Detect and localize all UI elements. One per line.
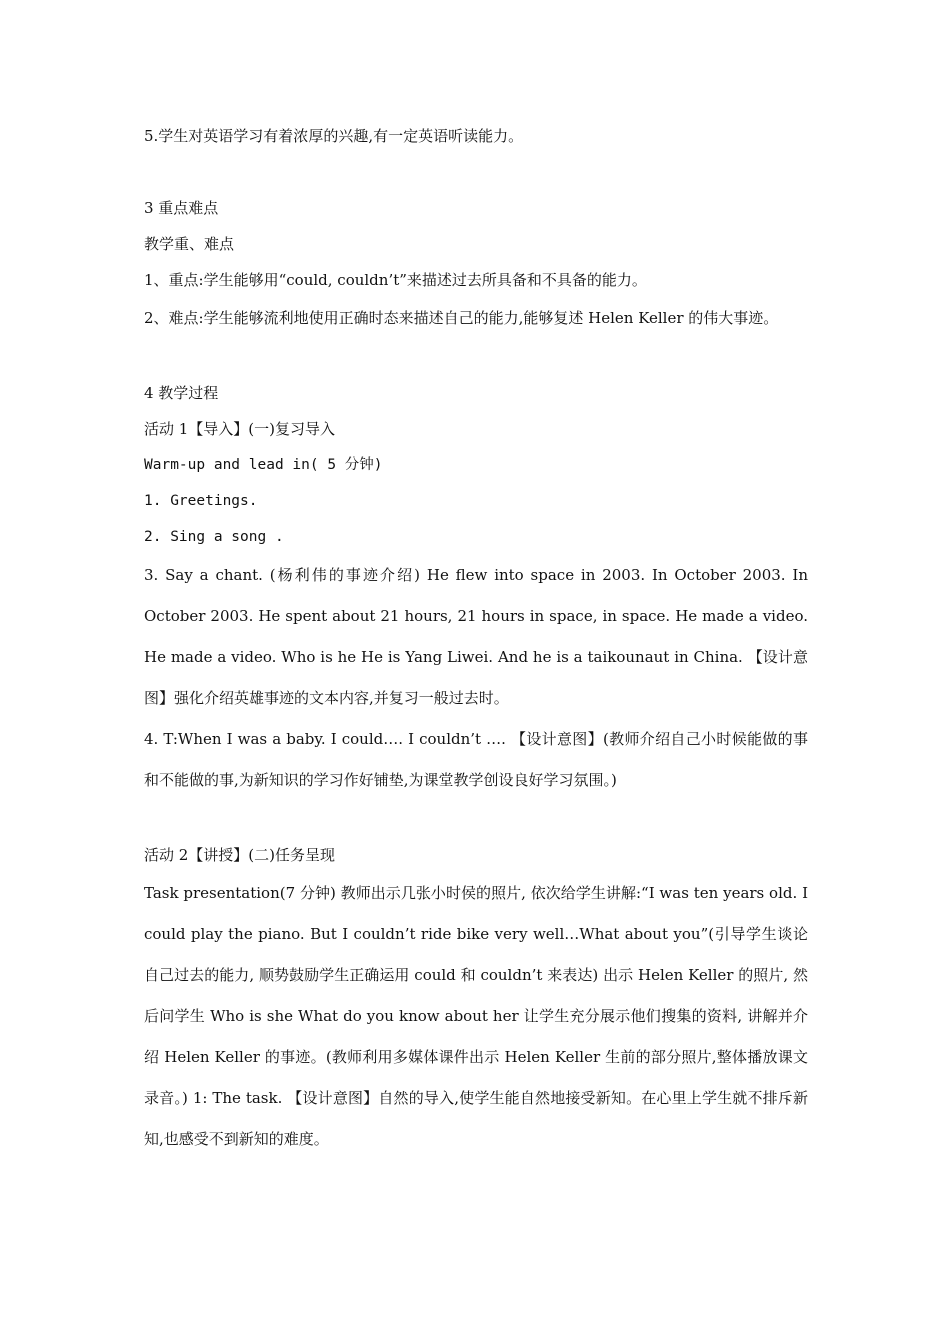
step-teacher-intro: 4. T:When I was a baby. I could…. I couldn’t …. 【设计意图】(教师介绍自己小时候能做的事和不能做的事,为新知识的学习作好铺垫,为课堂教学创设良好学习氛围。) (144, 730, 808, 789)
intro-item-5: 5.学生对英语学习有着浓厚的兴趣,有一定英语听读能力。 (144, 127, 524, 145)
step-greetings: 1. Greetings. (144, 493, 258, 509)
warmup-line: Warm-up and lead in( 5 分钟) (144, 457, 383, 473)
activity-2-title: 活动 2【讲授】(二)任务呈现 (144, 846, 336, 864)
document-body (144, 118, 808, 1160)
section-4-heading: 4 教学过程 (144, 384, 219, 402)
spacer (144, 154, 808, 190)
task-presentation: Task presentation(7 分钟) 教师出示几张小时侯的照片, 依次给学生讲解:“I was ten years old. I could play the piano. But I couldn’t ride bike very well…What about you”(引导学生谈论自己过去的能力, 顺势鼓励学生正确运用 could 和 couldn’t 来表达) 出示 Helen Keller 的照片, 然后问学生 Who is she What do you know about her 让学生充分展示他们搜集的资料, 讲解并介绍 Helen Keller 的事迹。(教师利用多媒体课件出示 Helen Keller 生前的部分照片,整体播放课文录音。) 1: The task. 【设计意图】自然的导入,使学生能自然地接受新知。在心里上学生就不排斥新知,也感受不到新知的难度。 (144, 884, 808, 1148)
section-3-subheading: 教学重、难点 (144, 235, 235, 253)
difficult-point: 2、难点:学生能够流利地使用正确时态来描述自己的能力,能够复述 Helen Keller 的伟大事迹。 (144, 309, 779, 327)
activity-1-title: 活动 1【导入】(一)复习导入 (144, 420, 336, 438)
spacer (144, 339, 808, 375)
section-3-heading: 3 重点难点 (144, 199, 219, 217)
key-point: 1、重点:学生能够用“could, couldn’t”来描述过去所具备和不具备的能力。 (144, 271, 647, 289)
spacer (144, 801, 808, 837)
step-sing-song: 2. Sing a song . (144, 529, 284, 545)
step-chant: 3. Say a chant. (杨利伟的事迹介绍) He flew into space in 2003. In October 2003. In October 2003. He spent about 21 hours, 21 hours in space, in space. He made a video. He made a video. Who is he He is Yang Liwei. And he is a taikounaut in China. 【设计意图】强化介绍英雄事迹的文本内容,并复习一般过去时。 (144, 566, 808, 707)
